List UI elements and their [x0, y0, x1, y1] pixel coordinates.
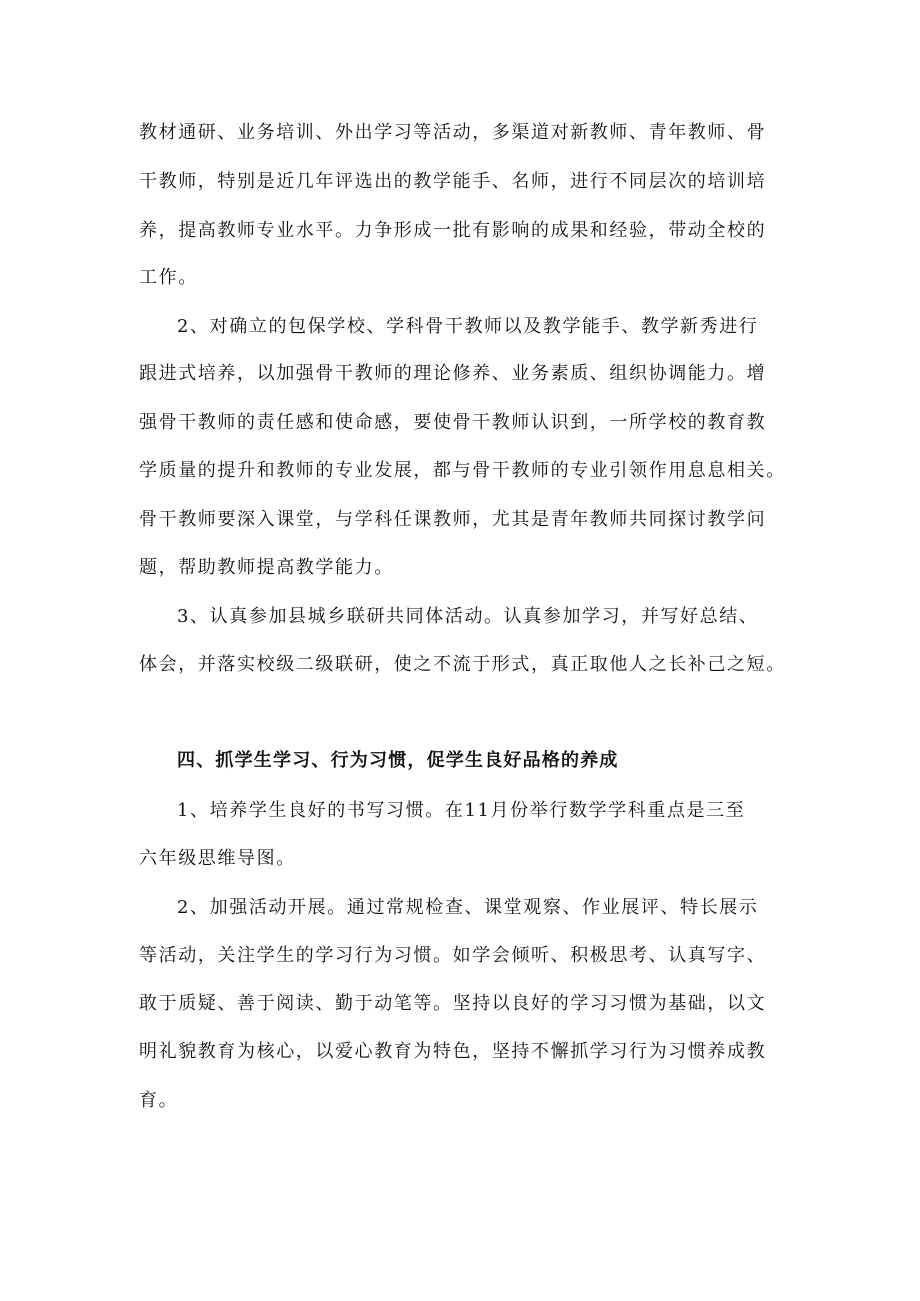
paragraph-line: 体会，并落实校级二级联研，使之不流于形式，真正取他人之长补己之短。: [139, 654, 786, 675]
paragraph-line: 跟进式培养，以加强骨干教师的理论修养、业务素质、组织协调能力。增: [139, 363, 767, 384]
paragraph-line: 学质量的提升和教师的专业发展，都与骨干教师的专业引领作用息息相关。: [139, 460, 786, 481]
paragraph-line: 养，提高教师专业水平。力争形成一批有影响的成果和经验，带动全校的: [139, 220, 767, 241]
paragraph-line: 等活动，关注学生的学习行为习惯。如学会倾听、积极思考、认真写字、: [139, 945, 767, 966]
paragraph-line: 敢于质疑、善于阅读、勤于动笔等。坚持以良好的学习习惯为基础，以文: [139, 993, 767, 1014]
paragraph-line: 3、认真参加县城乡联研共同体活动。认真参加学习，并写好总结、: [177, 606, 759, 627]
paragraph-line: 骨干教师要深入课堂，与学科任课教师，尤其是青年教师共同探讨教学问: [139, 509, 767, 530]
paragraph-line: 明礼貌教育为核心，以爱心教育为特色，坚持不懈抓学习行为习惯养成教: [139, 1041, 767, 1062]
paragraph-line: 育。: [139, 1090, 179, 1111]
paragraph-line: 干教师，特别是近几年评选出的教学能手、名师，进行不同层次的培训培: [139, 171, 767, 192]
paragraph-line: 2、加强活动开展。通过常规检查、课堂观察、作业展评、特长展示: [177, 897, 759, 918]
paragraph-line: 2、对确立的包保学校、学科骨干教师以及教学能手、教学新秀进行: [177, 316, 759, 337]
paragraph-line: 题，帮助教师提高教学能力。: [139, 557, 394, 578]
paragraph-line: 强骨干教师的责任感和使命感，要使骨干教师认识到，一所学校的教育教: [139, 412, 767, 433]
paragraph-line: 教材通研、业务培训、外出学习等活动，多渠道对新教师、青年教师、骨: [139, 122, 767, 143]
paragraph-line: 1、培养学生良好的书写习惯。在11月份举行数学学科重点是三至: [177, 800, 746, 821]
section-heading: 四、抓学生学习、行为习惯，促学生良好品格的养成: [177, 750, 619, 771]
paragraph-line: 工作。: [139, 267, 198, 288]
paragraph-line: 六年级思维导图。: [139, 848, 296, 869]
